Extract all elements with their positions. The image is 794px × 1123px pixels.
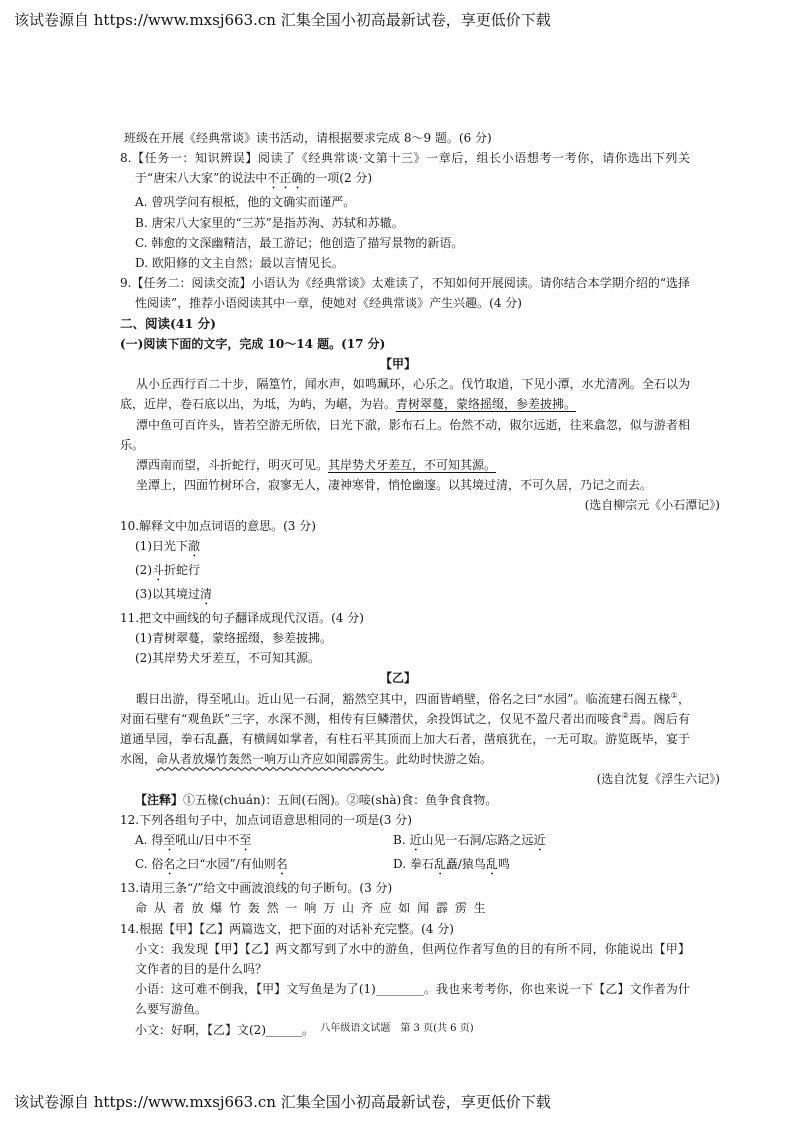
question-12-option-a — [135, 830, 393, 854]
dotted-word: 至 — [163, 833, 176, 848]
question-12-option-b — [393, 830, 720, 854]
question-13-sentence: 命 从 者 放 爆 竹 轰 然 一 响 万 山 齐 应 如 闻 霹 雳 生 — [135, 901, 488, 916]
top-watermark: 该试卷源自 https://www.mxsj663.cn 汇集全国小初高最新试卷，享更低价下载 — [14, 11, 551, 29]
section-heading-reading: 二、阅读(41 分) — [120, 315, 217, 331]
question-12: 12.下列各组句子中，加点词语意思相同的一项是(3 分) — [120, 812, 412, 827]
option-text: 山见一石洞/忘路之远 — [421, 833, 534, 848]
reading-activity-intro: 班级在开展《经典常谈》读书活动，请根据要求完成 8～9 题。(6 分) — [124, 131, 492, 145]
dotted-word: 斗 — [152, 562, 165, 577]
question-12-options-row — [120, 854, 720, 878]
dotted-word: 清 — [200, 586, 213, 601]
passage-jia-label: 【甲】 — [379, 357, 416, 372]
passage-jia-p1-underlined: 青树翠蔓，蒙络摇缀，参差披拂。 — [396, 397, 577, 412]
item-text: (3)以其境过 — [135, 586, 200, 601]
question-8-option-a: A. 曾巩学问有根柢，他的文确实而谨严。 — [135, 195, 356, 210]
footnote-marker-1: ① — [670, 690, 678, 700]
item-text: (2) — [135, 562, 152, 577]
passage-jia-p3-underlined: 其岸势犬牙差互，不可知其源。 — [328, 458, 497, 473]
dotted-word: 近 — [409, 833, 422, 848]
dotted-word: 至 — [239, 833, 252, 848]
item-text: (1)日光下 — [135, 538, 188, 553]
passage-yi-text: ，对面石壁有“观鱼跃”三字，水深不测，相传有巨鳞潜伏，余投饵试之，仅见不盈尺者出而唼食 — [120, 691, 691, 726]
question-8-stem: 8.【任务一：知识辨误】阅读了《经典常谈·文第十三》一章后，组长小语想考一考你，请你选出下列关于“唐宋八大家”的说法中 — [120, 151, 690, 186]
annotations-label: 【注释】 — [135, 792, 184, 807]
exam-page-content — [120, 128, 720, 1040]
page-footer: 八年级语文试题 第 3 页(共 6 页) — [320, 1023, 474, 1034]
passage-jia-paragraph: 潭中鱼可百许头，皆若空游无所依，日光下澈，影布石上。佁然不动，俶尔远逝，往来翕忽，似与游者相乐。 — [120, 417, 690, 452]
question-8-emphasis: 不正确 — [267, 171, 304, 186]
question-11: 11.把文中画线的句子翻译成现代汉语。(4 分) — [120, 610, 364, 625]
dotted-word: 名 — [163, 857, 176, 872]
passage-yi-source: (选自沈复《浮生六记》) — [596, 772, 720, 787]
passage-yi-wavy-sentence: 命从者放爆竹轰然一响万山齐应如闻霹雳生 — [156, 752, 385, 767]
question-10-item-1 — [120, 536, 720, 560]
dialogue-line-xiaowen: 小文：我发现【甲】【乙】两文都写到了水中的游鱼，但两位作者写鱼的目的有所不同，你能说出【甲】文作者的目的是什么吗？ — [135, 941, 690, 976]
question-8-option-c: C. 韩愈的文深幽精洁，最工游记；他创造了描写景物的新语。 — [135, 235, 464, 250]
annotations — [120, 790, 720, 810]
passage-jia-paragraph — [120, 455, 690, 475]
dotted-word: 名 — [275, 857, 288, 872]
option-text: 鸣 — [497, 857, 510, 872]
footnote-marker-2: ② — [621, 710, 630, 720]
dotted-word: 近 — [533, 833, 546, 848]
question-10-item-3 — [120, 584, 720, 608]
question-11-item-2: (2)其岸势犬牙差互，不可知其源。 — [135, 651, 320, 666]
option-text: 之曰“水园”/有仙则 — [175, 857, 276, 872]
passage-jia-source: (选自柳宗元《小石潭记》) — [584, 498, 720, 513]
question-10-item-2 — [120, 560, 720, 584]
option-text: 吼山/日中不 — [175, 833, 240, 848]
dialogue-line-xiaoyu: 小语：这可难不倒我，【甲】文写鱼是为了(1)________。我也来考考你，你也来说一下【乙】文作者为什么要写游鱼。 — [135, 982, 690, 1017]
question-8-option-d: D. 欧阳修的文主自然；最以言情见长。 — [135, 256, 344, 271]
passage-yi-label: 【乙】 — [379, 671, 416, 686]
question-8-stem-end: 的一项(2 分) — [303, 171, 373, 186]
dialogue-line-xiaowen: 小文：好啊，【乙】文(2)______。 — [135, 1022, 314, 1037]
question-12-options-row — [120, 830, 720, 854]
option-text: C. 俗 — [135, 857, 164, 872]
passage-yi-paragraph — [120, 689, 690, 770]
passage-jia-p1-text: 从小丘西行百二十步，隔篁竹，闻水声，如鸣珮环，心乐之。伐竹取道，下见小潭，水尤清冽。全石以为底，近岸，卷石底以出，为坻，为屿，为嵁，为岩。 — [120, 377, 690, 412]
question-9: 9.【任务二：阅读交流】小语认为《经典常谈》太难读了，不知如何开展阅读。请你结合本学期介绍的“选择性阅读”，推荐小语阅读其中一章，使她对《经典常谈》产生兴趣。(4 分) — [120, 276, 690, 311]
passage-jia-p3-text: 潭西南而望，斗折蛇行，明灭可见。 — [136, 458, 329, 473]
question-10: 10.解释文中加点词语的意思。(3 分) — [120, 518, 316, 533]
question-8-option-b: B. 唐宋八大家里的“三苏”是指苏洵、苏轼和苏辙。 — [135, 215, 404, 230]
question-12-option-c — [135, 854, 393, 878]
option-text: A. 得 — [135, 833, 164, 848]
question-13: 13.请用三条“/”给文中画波浪线的句子断句。(3 分) — [120, 881, 393, 896]
dotted-word: 乱 — [433, 857, 446, 872]
question-11-item-1: (1)青树翠蔓，蒙络摇缀，参差披拂。 — [135, 631, 332, 646]
item-text: 折蛇行 — [164, 562, 201, 577]
bottom-watermark: 该试卷源自 https://www.mxsj663.cn 汇集全国小初高最新试卷，享更低价下载 — [14, 1093, 551, 1111]
passage-jia-paragraph — [120, 374, 690, 414]
dotted-word: 澈 — [188, 538, 201, 553]
passage-yi-text: 焉。阁后有道通旱园，拳石乱矗，有横阔如掌者，有柱石平其顶而上加大石者，凿痕犹在，一无可取。游览既毕，宴于水阁， — [120, 711, 690, 767]
option-text: D. 拳石 — [393, 857, 434, 872]
option-text: B. — [393, 833, 410, 848]
option-text: 矗/猿鸟 — [445, 857, 486, 872]
dotted-word: 乱 — [485, 857, 498, 872]
question-12-option-d — [393, 854, 720, 878]
passage-yi-text: 暇日出游，得至吼山。近山见一石洞，豁然空其中，四面皆峭壁，俗名之曰“水园”。临流建石阁五椽 — [136, 691, 671, 706]
passage-jia-paragraph: 坐潭上，四面竹树环合，寂寥无人，凄神寒骨，悄怆幽邃。以其境过清，不可久居，乃记之而去。 — [136, 478, 653, 493]
passage-yi-text: 。此幼时快游之始。 — [384, 752, 493, 767]
annotations-text: ①五椽(chuán)：五间(石阁)。②唼(shà)食：鱼争食食物。 — [183, 792, 498, 807]
question-14: 14.根据【甲】【乙】两篇选文，把下面的对话补充完整。(4 分) — [120, 921, 454, 936]
subsection-heading-1: (一)阅读下面的文字，完成 10～14 题。(17 分) — [120, 336, 386, 351]
question-8 — [120, 148, 690, 192]
